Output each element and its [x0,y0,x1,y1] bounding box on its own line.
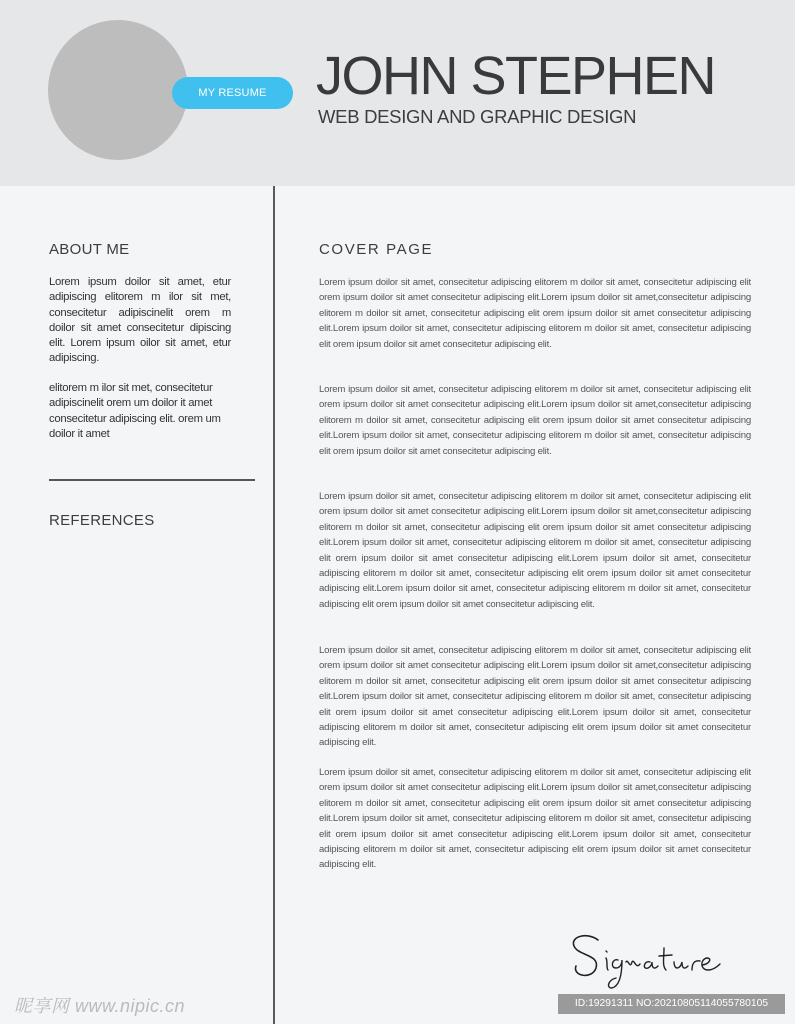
cover-paragraph: Lorem ipsum doilor sit amet, consecitetur adipiscing elitorem m doilor sit amet, consecitetur adipiscing elit orem ipsum doilor sit amet consecitetur adipiscing elit.Lorem ipsum doilor sit amet,consecitetur adipiscing elitorem m doilor sit amet, consecitetur adipiscing elit orem ipsum doilor sit amet consecitetur adipiscing elit.Lorem ipsum doilor sit amet, consecitetur adipiscing elitorem m doilor sit amet, consecitetur adipiscing elit orem ipsum doilor sit amet consecitetur adipiscing elit.Lorem ipsum doilor sit amet, consecitetur adipiscing elitorem m doilor sit amet, consecitetur adipiscing elit orem ipsum doilor sit amet consecitetur adipiscing elit. [319,767,751,871]
image-id-bar: ID:19291311 NO:20210805114055780105 [558,994,785,1014]
column-divider [273,186,275,1024]
signature-mark [560,918,760,998]
cover-paragraph: Lorem ipsum doilor sit amet, consecitetur adipiscing elitorem m doilor sit amet, consecitetur adipiscing elit orem ipsum doilor sit amet consecitetur adipiscing elit.Lorem ipsum doilor sit amet,consecitetur adipiscing elitorem m doilor sit amet, consecitetur adipiscing elit orem ipsum doilor sit amet consecitetur adipiscing elit.Lorem ipsum doilor sit amet, consecitetur adipiscing elitorem m doilor sit amet, consecitetur adipiscing elit orem ipsum doilor sit amet consecitetur adipiscing elit. [319,384,751,457]
about-me-heading: ABOUT ME [49,241,130,258]
candidate-name: JOHN STEPHEN [316,46,716,106]
cover-page-heading: COVER PAGE [319,241,434,258]
about-me-text-2: elitorem m ilor sit met, consecitetur adipiscinelit orem um doilor it amet consecitetur adipiscing elit. orem um doilor it amet [49,382,221,440]
about-me-text: Lorem ipsum doilor sit amet, etur adipiscing elitorem m ilor sit met, consecitetur adipiscinelit orem m doilor sit amet consecitetur dipiscing elit. Lorem ipsum oilor sit amet, etur adipiscing. [49,276,231,365]
cover-paragraph: Lorem ipsum doilor sit amet, consecitetur adipiscing elitorem m doilor sit amet, consecitetur adipiscing elit orem ipsum doilor sit amet consecitetur adipiscing elit.Lorem ipsum doilor sit amet,consecitetur adipiscing elitorem m doilor sit amet, consecitetur adipiscing elit orem ipsum doilor sit amet consecitetur adipiscing elit.Lorem ipsum doilor sit amet, consecitetur adipiscing elitorem m doilor sit amet, consecitetur adipiscing elit orem ipsum doilor sit amet consecitetur adipiscing elit.Lorem ipsum doilor sit amet, consecitetur adipiscing elitorem m doilor sit amet, consecitetur adipiscing elit orem ipsum doilor sit amet consecitetur adipiscing elit.Lorem ipsum doilor sit amet, consecitetur adipiscing elitorem m doilor sit amet, consecitetur adipiscing elit orem ipsum doilor sit amet consecitetur adipiscing elit. [319,491,751,610]
candidate-subtitle: WEB DESIGN AND GRAPHIC DESIGN [318,106,637,127]
profile-photo-placeholder [48,20,188,160]
cover-paragraph: Lorem ipsum doilor sit amet, consecitetur adipiscing elitorem m doilor sit amet, consecitetur adipiscing elit orem ipsum doilor sit amet consecitetur adipiscing elit.Lorem ipsum doilor sit amet,consecitetur adipiscing elitorem m doilor sit amet, consecitetur adipiscing elit orem ipsum doilor sit amet consecitetur adipiscing elit.Lorem ipsum doilor sit amet, consecitetur adipiscing elitorem m doilor sit amet, consecitetur adipiscing elit orem ipsum doilor sit amet consecitetur adipiscing elit. [319,277,751,350]
sidebar-divider [49,479,255,481]
my-resume-badge: MY RESUME [172,77,293,109]
cover-paragraph: Lorem ipsum doilor sit amet, consecitetur adipiscing elitorem m doilor sit amet, consecitetur adipiscing elit orem ipsum doilor sit amet consecitetur adipiscing elit.Lorem ipsum doilor sit amet,consecitetur adipiscing elitorem m doilor sit amet, consecitetur adipiscing elit orem ipsum doilor sit amet consecitetur adipiscing elit.Lorem ipsum doilor sit amet, consecitetur adipiscing elitorem m doilor sit amet, consecitetur adipiscing elit orem ipsum doilor sit amet consecitetur adipiscing elit.Lorem ipsum doilor sit amet, consecitetur adipiscing elitorem m doilor sit amet, consecitetur adipiscing elit orem ipsum doilor sit amet consecitetur adipiscing elit. [319,645,751,749]
site-watermark: 昵享网 www.nipic.cn [14,996,186,1016]
references-heading: REFERENCES [49,512,155,529]
